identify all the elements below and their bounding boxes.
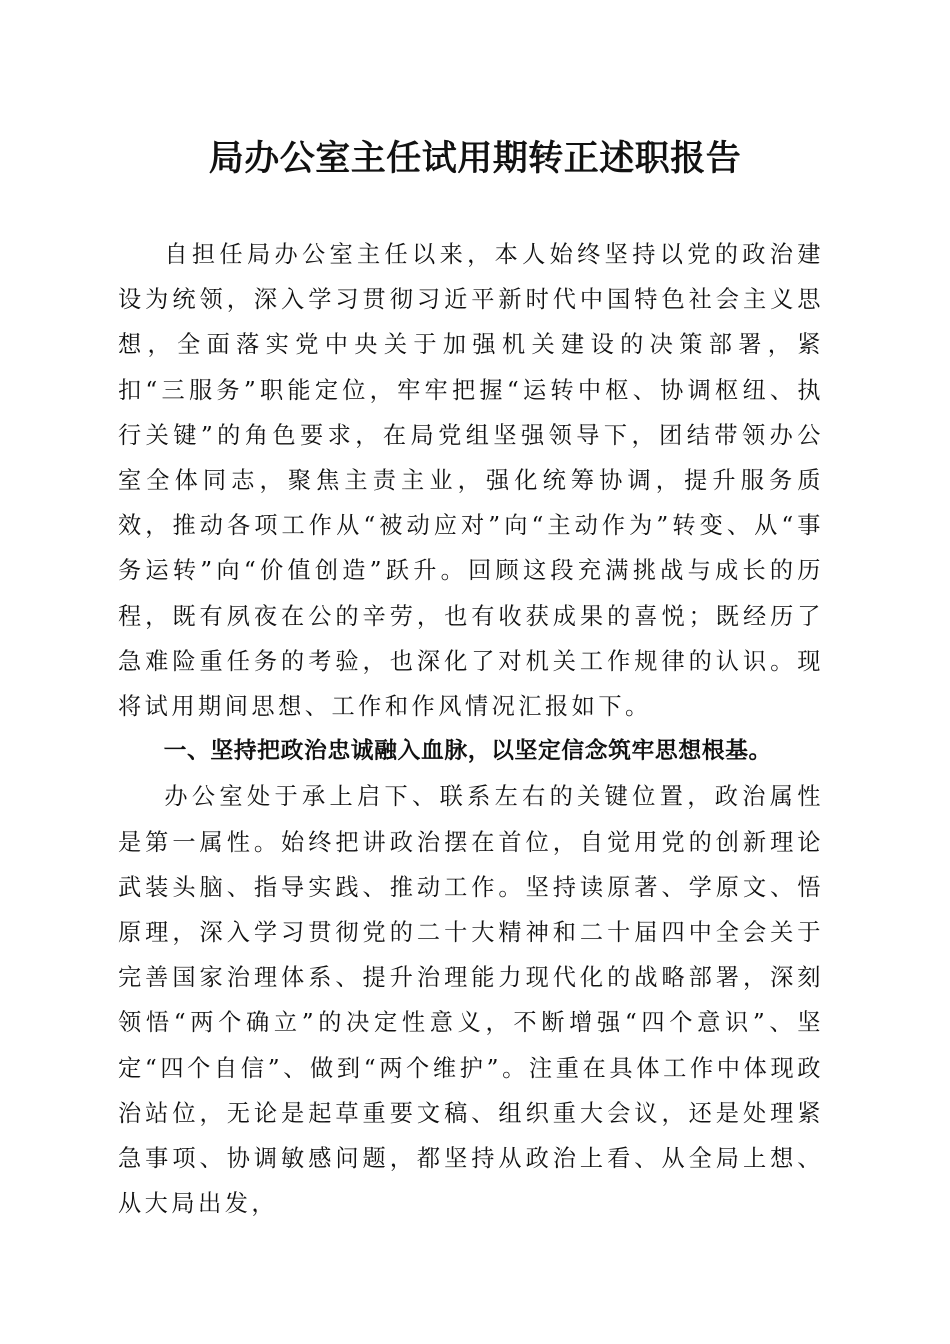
section-heading-1: 一、坚持把政治忠诚融入血脉，以坚定信念筑牢思想根基。 [163,738,772,765]
document-title: 局办公室主任试用期转正述职报告 [208,138,742,179]
intro-paragraph: 自担任局办公室主任以来，本人始终坚持以党的政治建设为统领，深入学习贯彻习近平新时代中国特色社会主义思想，全面落实党中央关于加强机关建设的决策部署，紧扣“三服务”职能定位，牢牢把握“运转中枢、协调枢纽、执行关键”的角色要求，在局党组坚强领导下，团结带领办公室全体同志，聚焦主责主业，强化统筹协调，提升服务质效，推动各项工作从“被动应对”向“主动作为”转变、从“事务运转”向“价值创造”跃升。回顾这段充满挑战与成长的历程，既有夙夜在公的辛劳，也有收获成果的喜悦；既经历了急难险重任务的考验，也深化了对机关工作规律的认识。现将试用期间思想、工作和作风情况汇报如下。 [118,241,824,721]
document-body [118,232,824,1226]
section-1-paragraph: 办公室处于承上启下、联系左右的关键位置，政治属性是第一属性。始终把讲政治摆在首位，自觉用党的创新理论武装头脑、指导实践、推动工作。坚持读原著、学原文、悟原理，深入学习贯彻党的二十大精神和二十届四中全会关于完善国家治理体系、提升治理能力现代化的战略部署，深刻领悟“两个确立”的决定性意义，不断增强“四个意识”、坚定“四个自信”、做到“两个维护”。注重在具体工作中体现政治站位，无论是起草重要文稿、组织重大会议，还是处理紧急事项、协调敏感问题，都坚持从政治上看、从全局上想、从大局出发， [118,783,824,1218]
